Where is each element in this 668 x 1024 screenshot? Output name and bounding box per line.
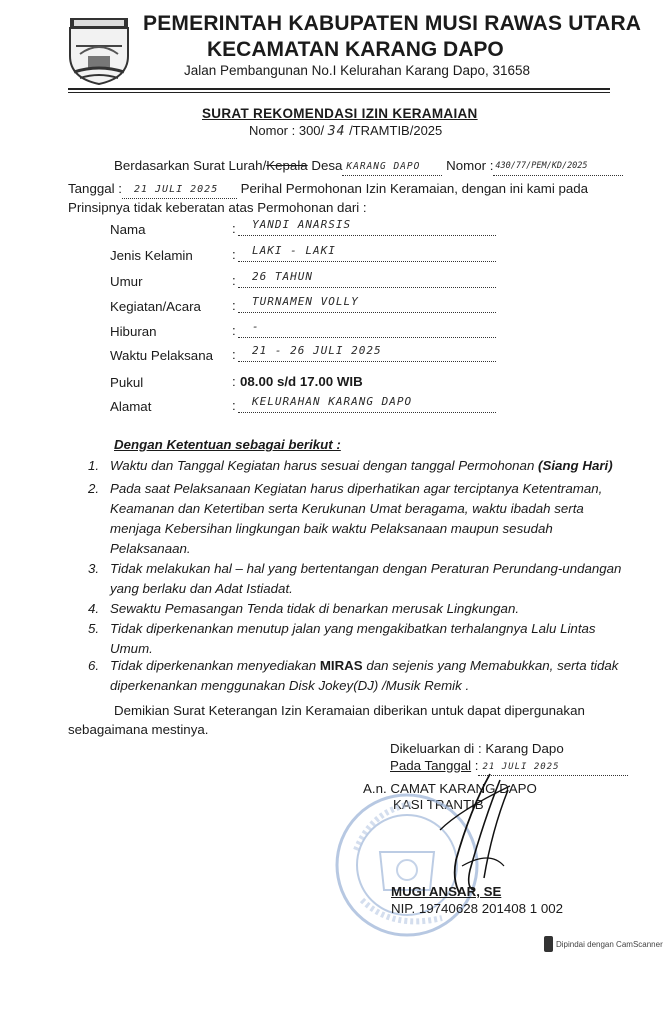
condition-line: Tidak diperkenankan menyediakan MIRAS dan sejenis yang Memabukkan, serta tidak bbox=[110, 658, 619, 673]
field-value: 21 - 26 JULI 2025 bbox=[238, 344, 496, 362]
condition-line: Tidak diperkenankan menutup jalan yang mengakibatkan terhalangnya Lalu Lintas bbox=[110, 621, 596, 636]
field-colon: : bbox=[232, 398, 236, 413]
field-label: Kegiatan/Acara bbox=[110, 299, 201, 314]
field-label: Alamat bbox=[110, 399, 152, 414]
condition-line: Waktu dan Tanggal Kegiatan harus sesuai dengan tanggal Permohonan (Siang Hari) bbox=[110, 458, 613, 473]
scanner-watermark: Dipindai dengan CamScanner bbox=[544, 936, 663, 952]
condition-number: 1. bbox=[88, 458, 100, 473]
condition-line: menjaga Kebersihan lingkungan baik waktu Pelaksanaan maupun sesudah bbox=[110, 521, 553, 536]
field-value: 26 TAHUN bbox=[238, 270, 496, 288]
letter-title: SURAT REKOMENDASI IZIN KERAMAIAN bbox=[202, 106, 478, 121]
condition-line: diperkenankan menggunakan Disk Jokey(DJ) /Musik Remik . bbox=[110, 678, 470, 693]
regency-logo bbox=[66, 16, 132, 86]
tanggal-value: 21 JULI 2025 bbox=[133, 184, 219, 195]
official-nip: NIP. 19740628 201408 1 002 bbox=[391, 901, 564, 916]
surat-nomor-value: 430/77/PEM/KD/2025 bbox=[495, 161, 588, 171]
condition-line: Tidak melakukan hal – hal yang bertentangan dengan Peraturan Perundang-undangan bbox=[110, 561, 622, 576]
field-label: Jenis Kelamin bbox=[110, 248, 193, 263]
condition-line: yang berlaku dan Adat Istiadat. bbox=[110, 581, 293, 596]
handwritten-signature bbox=[400, 770, 530, 900]
header-rule-thin bbox=[68, 92, 610, 93]
field-label: Pukul bbox=[110, 375, 144, 390]
official-name: MUGI ANSAR, SE bbox=[391, 884, 502, 899]
condition-line: Umum. bbox=[110, 641, 153, 656]
field-colon: : bbox=[232, 323, 236, 338]
field-value: LAKI - LAKI bbox=[238, 244, 496, 262]
issued-date: Pada Tanggal : $^{21 JULI 2025}$ bbox=[390, 758, 628, 774]
field-value: TURNAMEN VOLLY bbox=[238, 295, 496, 313]
camscanner-logo-icon bbox=[544, 936, 553, 952]
field-value: - bbox=[238, 320, 496, 338]
government-name: PEMERINTAH KABUPATEN MUSI RAWAS UTARA bbox=[143, 12, 642, 35]
letter-number: Nomor : 300/ 34 /TRAMTIB/2025 bbox=[249, 123, 443, 139]
closing-line-1: Demikian Surat Keterangan Izin Keramaian diberikan untuk dapat dipergunakan bbox=[114, 703, 585, 718]
condition-number: 5. bbox=[88, 621, 100, 636]
desa-value: KARANG DAPO bbox=[346, 161, 421, 172]
field-colon: : bbox=[232, 247, 236, 262]
field-label: Umur bbox=[110, 274, 143, 289]
closing-line-2: sebagaimana mestinya. bbox=[68, 722, 209, 737]
condition-number: 6. bbox=[88, 658, 100, 673]
district-name: KECAMATAN KARANG DAPO bbox=[207, 38, 504, 61]
field-value: KELURAHAN KARANG DAPO bbox=[238, 395, 496, 413]
condition-line: Pelaksanaan. bbox=[110, 541, 191, 556]
field-label: Waktu Pelaksana bbox=[110, 348, 213, 363]
field-label: Hiburan bbox=[110, 324, 157, 339]
intro-line-3: Prinsipnya tidak keberatan atas Permohonan dari : bbox=[68, 200, 367, 215]
field-colon: : bbox=[232, 347, 236, 362]
header-rule-thick bbox=[68, 88, 610, 90]
condition-number: 3. bbox=[88, 561, 100, 576]
office-address: Jalan Pembangunan No.I Kelurahan Karang Dapo, 31658 bbox=[184, 63, 531, 78]
conditions-heading: Dengan Ketentuan sebagai berikut : bbox=[114, 437, 341, 452]
issued-at: Dikeluarkan di : Karang Dapo bbox=[390, 741, 564, 756]
on-behalf-of: A.n. CAMAT KARANG DAPO bbox=[363, 781, 537, 796]
condition-line: Sewaktu Pemasangan Tenda tidak di benarkan merusak Lingkungan. bbox=[110, 601, 520, 616]
issued-date-value: 21 JULI 2025 bbox=[482, 762, 560, 772]
field-value: YANDI ANARSIS bbox=[238, 218, 496, 236]
condition-line: Pada saat Pelaksanaan Kegiatan harus diperhatikan agar terciptanya Ketentraman, bbox=[110, 481, 603, 496]
position-title: KASI TRANTIB bbox=[393, 797, 484, 812]
condition-number: 4. bbox=[88, 601, 100, 616]
field-value: 08.00 s/d 17.00 WIB bbox=[240, 374, 363, 389]
field-colon: : bbox=[232, 273, 236, 288]
letter-number-handwritten: 34 bbox=[327, 124, 346, 139]
intro-line-1: Berdasarkan Surat Lurah/Kepala Desa $^{KARANG DAPO}$ Nomor : $^{430/77/PEM/KD/2025}$ bbox=[114, 158, 623, 174]
field-colon: : bbox=[232, 221, 236, 236]
condition-number: 2. bbox=[88, 481, 100, 496]
field-label: Nama bbox=[110, 222, 146, 237]
field-colon: : bbox=[232, 298, 236, 313]
field-colon: : bbox=[232, 374, 236, 389]
condition-line: Keamanan dan Ketertiban serta Kerukunan Umat beragama, waktu ibadah serta bbox=[110, 501, 584, 516]
intro-line-2: Tanggal : $^{21 JULI 2025}$ Perihal Permohonan Izin Keramaian, dengan ini kami pada bbox=[68, 181, 588, 197]
